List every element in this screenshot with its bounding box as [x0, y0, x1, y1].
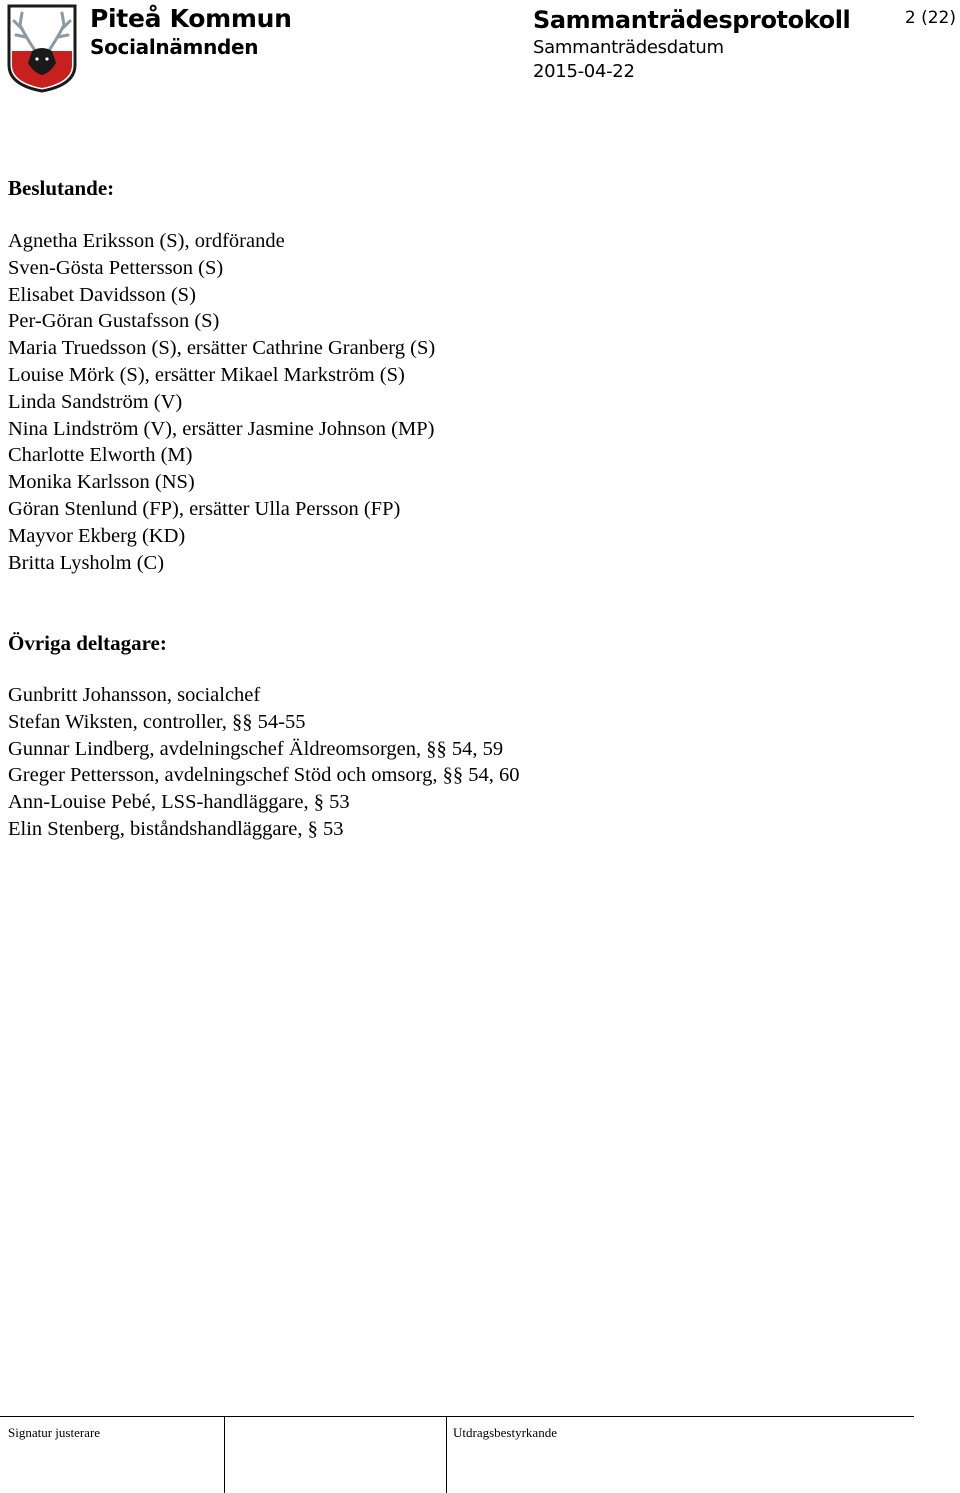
signature-footer	[0, 1416, 914, 1493]
meeting-date-value: 2015-04-22	[533, 61, 635, 82]
organization-header	[90, 4, 292, 60]
signature-label: Signatur justerare	[8, 1425, 101, 1440]
document-header	[533, 4, 850, 84]
member-list-item: Agnetha Eriksson (S), ordförande	[8, 230, 285, 252]
beslutande-heading: Beslutande:	[8, 176, 115, 200]
participant-list-item: Ann-Louise Pebé, LSS-handläggare, § 53	[8, 791, 350, 814]
participant-list-item: Gunnar Lindberg, avdelningschef Äldreomsorgen, §§ 54, 59	[8, 737, 504, 760]
member-list-item: Louise Mörk (S), ersätter Mikael Markström (S)	[8, 363, 405, 386]
member-list-item: Britta Lysholm (C)	[8, 551, 165, 574]
signature-box-1[interactable]	[224, 1417, 225, 1493]
page-number: 2 (22)	[904, 8, 956, 28]
participant-list-item: Elin Stenberg, biståndshandläggare, § 53	[8, 817, 344, 840]
member-list-item: Charlotte Elworth (M)	[8, 444, 193, 467]
org-name: Piteå Kommun	[90, 4, 292, 33]
member-list-item: Linda Sandström (V)	[8, 390, 183, 413]
meeting-date-label: Sammanträdesdatum	[533, 37, 724, 58]
participant-list-item: Greger Pettersson, avdelningschef Stöd och omsorg, §§ 54, 60	[8, 764, 520, 787]
member-list-item: Sven-Gösta Pettersson (S)	[8, 256, 224, 279]
ovriga-list	[8, 682, 519, 843]
document-title: Sammanträdesprotokoll	[533, 6, 851, 34]
extract-label: Utdragsbestyrkande	[453, 1425, 557, 1440]
member-list-item: Per-Göran Gustafsson (S)	[8, 310, 220, 333]
member-list-item: Nina Lindström (V), ersätter Jasmine Johnson (MP)	[8, 417, 435, 440]
beslutande-list	[8, 228, 435, 576]
member-list-item: Monika Karlsson (NS)	[8, 471, 195, 494]
member-list-item: Mayvor Ekberg (KD)	[8, 524, 186, 547]
member-list-item: Göran Stenlund (FP), ersätter Ulla Persson (FP)	[8, 497, 401, 520]
signature-box-2[interactable]	[446, 1417, 447, 1493]
participant-list-item: Stefan Wiksten, controller, §§ 54-55	[8, 710, 306, 733]
ovriga-heading: Övriga deltagare:	[8, 631, 167, 655]
member-list-item: Elisabet Davidsson (S)	[8, 283, 196, 306]
participant-list-item: Gunbritt Johansson, socialchef	[8, 684, 261, 706]
member-list-item: Maria Truedsson (S), ersätter Cathrine Granberg (S)	[8, 337, 436, 360]
reindeer-crest-icon	[6, 3, 78, 93]
org-unit: Socialnämnden	[90, 35, 259, 59]
